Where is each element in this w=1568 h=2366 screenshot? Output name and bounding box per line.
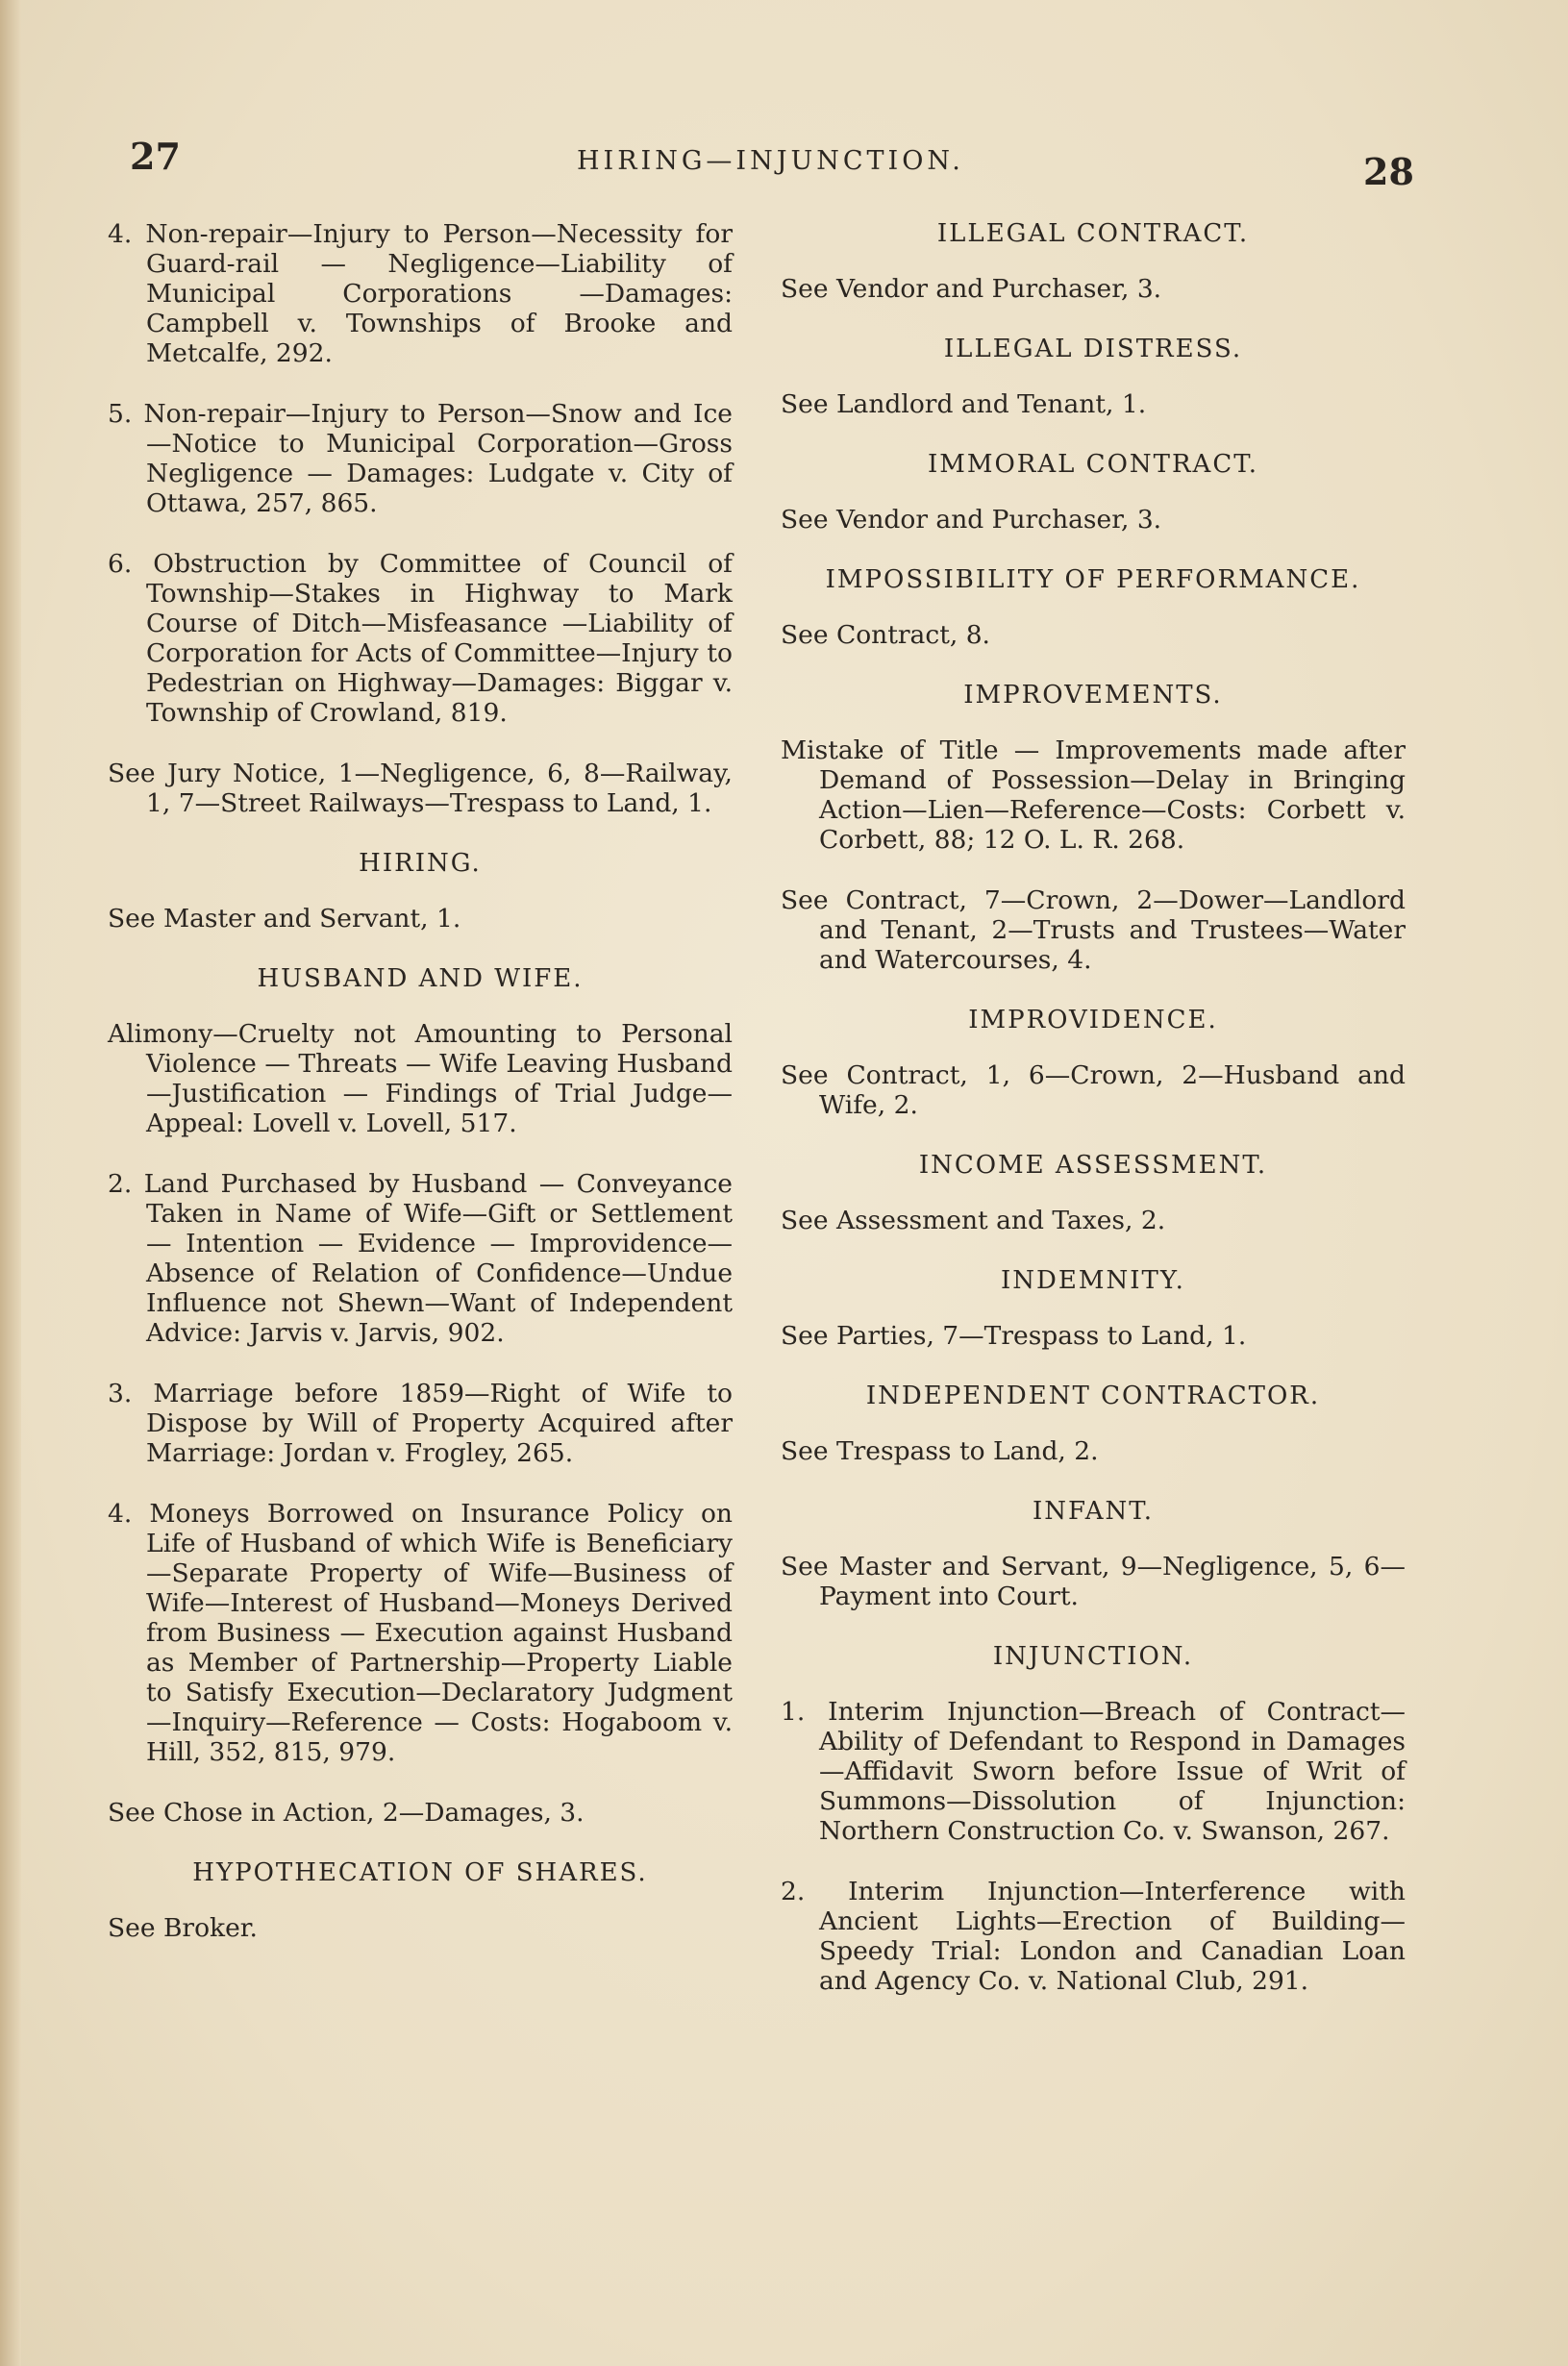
index-entry: 4. Non-repair—Injury to Person—Necessity for Guard-rail — Negligence—Liability of Municipal Corporations —Damages: Campbell v. Townships of Brooke and Metcalfe, 292.: [108, 219, 733, 368]
index-entry: 3. Marriage before 1859—Right of Wife to Dispose by Will of Property Acquired after Marriage: Jordan v. Frogley, 265.: [108, 1379, 733, 1468]
index-heading: HIRING.: [359, 849, 482, 878]
cross-reference: See Contract, 8.: [781, 620, 990, 650]
cross-reference: See Master and Servant, 1.: [108, 904, 461, 934]
index-heading: ILLEGAL DISTRESS.: [943, 335, 1243, 363]
cross-reference: See Assessment and Taxes, 2.: [781, 1206, 1166, 1235]
page-header: [0, 135, 1568, 192]
cross-reference: See Landlord and Tenant, 1.: [781, 389, 1147, 419]
index-heading: HYPOTHECATION OF SHARES.: [192, 1858, 648, 1887]
index-heading: INDEPENDENT CONTRACTOR.: [865, 1382, 1321, 1410]
cross-reference: See Parties, 7—Trespass to Land, 1.: [781, 1321, 1247, 1351]
index-heading: ILLEGAL CONTRACT.: [936, 219, 1250, 248]
cross-reference: See Vendor and Purchaser, 3.: [781, 505, 1162, 535]
cross-reference: See Contract, 7—Crown, 2—Dower—Landlord and Tenant, 2—Trusts and Trustees—Water and Watercourses, 4.: [781, 885, 1406, 975]
index-entry: Mistake of Title — Improvements made after Demand of Possession—Delay in Bringing Action—Lien—Reference—Costs: Corbett v. Corbett, 88; 12 O. L. R. 268.: [781, 735, 1406, 855]
index-entry: 6. Obstruction by Committee of Council of Township—Stakes in Highway to Mark Course of Ditch—Misfeasance —Liability of Corporation for Acts of Committee—Injury to Pedestrian on Highway—Damages: Biggar v. Township of Crowland, 819.: [108, 549, 733, 728]
right-column: [781, 219, 1406, 2027]
index-entry: 5. Non-repair—Injury to Person—Snow and Ice—Notice to Municipal Corporation—Gross Negligence — Damages: Ludgate v. City of Ottawa, 257, 865.: [108, 399, 733, 518]
cross-reference: See Jury Notice, 1—Negligence, 6, 8—Railway, 1, 7—Street Railways—Trespass to Land, 1.: [108, 759, 733, 818]
cross-reference: See Master and Servant, 9—Negligence, 5, 6—Payment into Court.: [781, 1552, 1406, 1611]
left-column: [108, 219, 733, 1974]
cross-reference: See Chose in Action, 2—Damages, 3.: [108, 1798, 585, 1828]
index-heading: INJUNCTION.: [992, 1642, 1194, 1671]
cross-reference: See Trespass to Land, 2.: [781, 1436, 1099, 1466]
index-heading: IMPROVEMENTS.: [963, 681, 1223, 710]
index-heading: INDEMNITY.: [1001, 1266, 1185, 1295]
page-gutter-shadow: [0, 0, 21, 2366]
index-heading: IMPROVIDENCE.: [968, 1006, 1218, 1034]
page-number-left: 27: [130, 135, 181, 178]
index-heading: HUSBAND AND WIFE.: [257, 964, 584, 993]
index-heading: IMPOSSIBILITY OF PERFORMANCE.: [825, 565, 1361, 594]
cross-reference: See Broker.: [108, 1913, 258, 1943]
index-heading: IMMORAL CONTRACT.: [927, 450, 1259, 479]
index-heading: INCOME ASSESSMENT.: [918, 1151, 1268, 1180]
cross-reference: See Vendor and Purchaser, 3.: [781, 274, 1162, 304]
index-entry: Alimony—Cruelty not Amounting to Personal Violence — Threats — Wife Leaving Husband—Justification — Findings of Trial Judge—Appeal: Lovell v. Lovell, 517.: [108, 1019, 733, 1138]
index-entry: 2. Land Purchased by Husband — Conveyance Taken in Name of Wife—Gift or Settlement — Intention — Evidence — Improvidence—Absence of Relation of Confidence—Undue Influence not Shewn—Want of Independent Advice: Jarvis v. Jarvis, 902.: [108, 1169, 733, 1348]
index-heading: INFANT.: [1032, 1497, 1155, 1526]
cross-reference: See Contract, 1, 6—Crown, 2—Husband and Wife, 2.: [781, 1060, 1406, 1120]
running-title: HIRING—INJUNCTION.: [577, 146, 964, 176]
index-entry: 1. Interim Injunction—Breach of Contract—Ability of Defendant to Respond in Damages—Affidavit Sworn before Issue of Writ of Summons—Dissolution of Injunction: Northern Construction Co. v. Swanson, 267.: [781, 1697, 1406, 1846]
page-number-right: 28: [1363, 150, 1414, 193]
index-entry: 2. Interim Injunction—Interference with Ancient Lights—Erection of Building—Speedy Trial: London and Canadian Loan and Agency Co. v. National Club, 291.: [781, 1877, 1406, 1996]
index-entry: 4. Moneys Borrowed on Insurance Policy on Life of Husband of which Wife is Beneficiary—Separate Property of Wife—Business of Wife—Interest of Husband—Moneys Derived from Business — Execution against Husband as Member of Partnership—Property Liable to Satisfy Execution—Declaratory Judgment—Inquiry—Reference — Costs: Hogaboom v. Hill, 352, 815, 979.: [108, 1499, 733, 1767]
